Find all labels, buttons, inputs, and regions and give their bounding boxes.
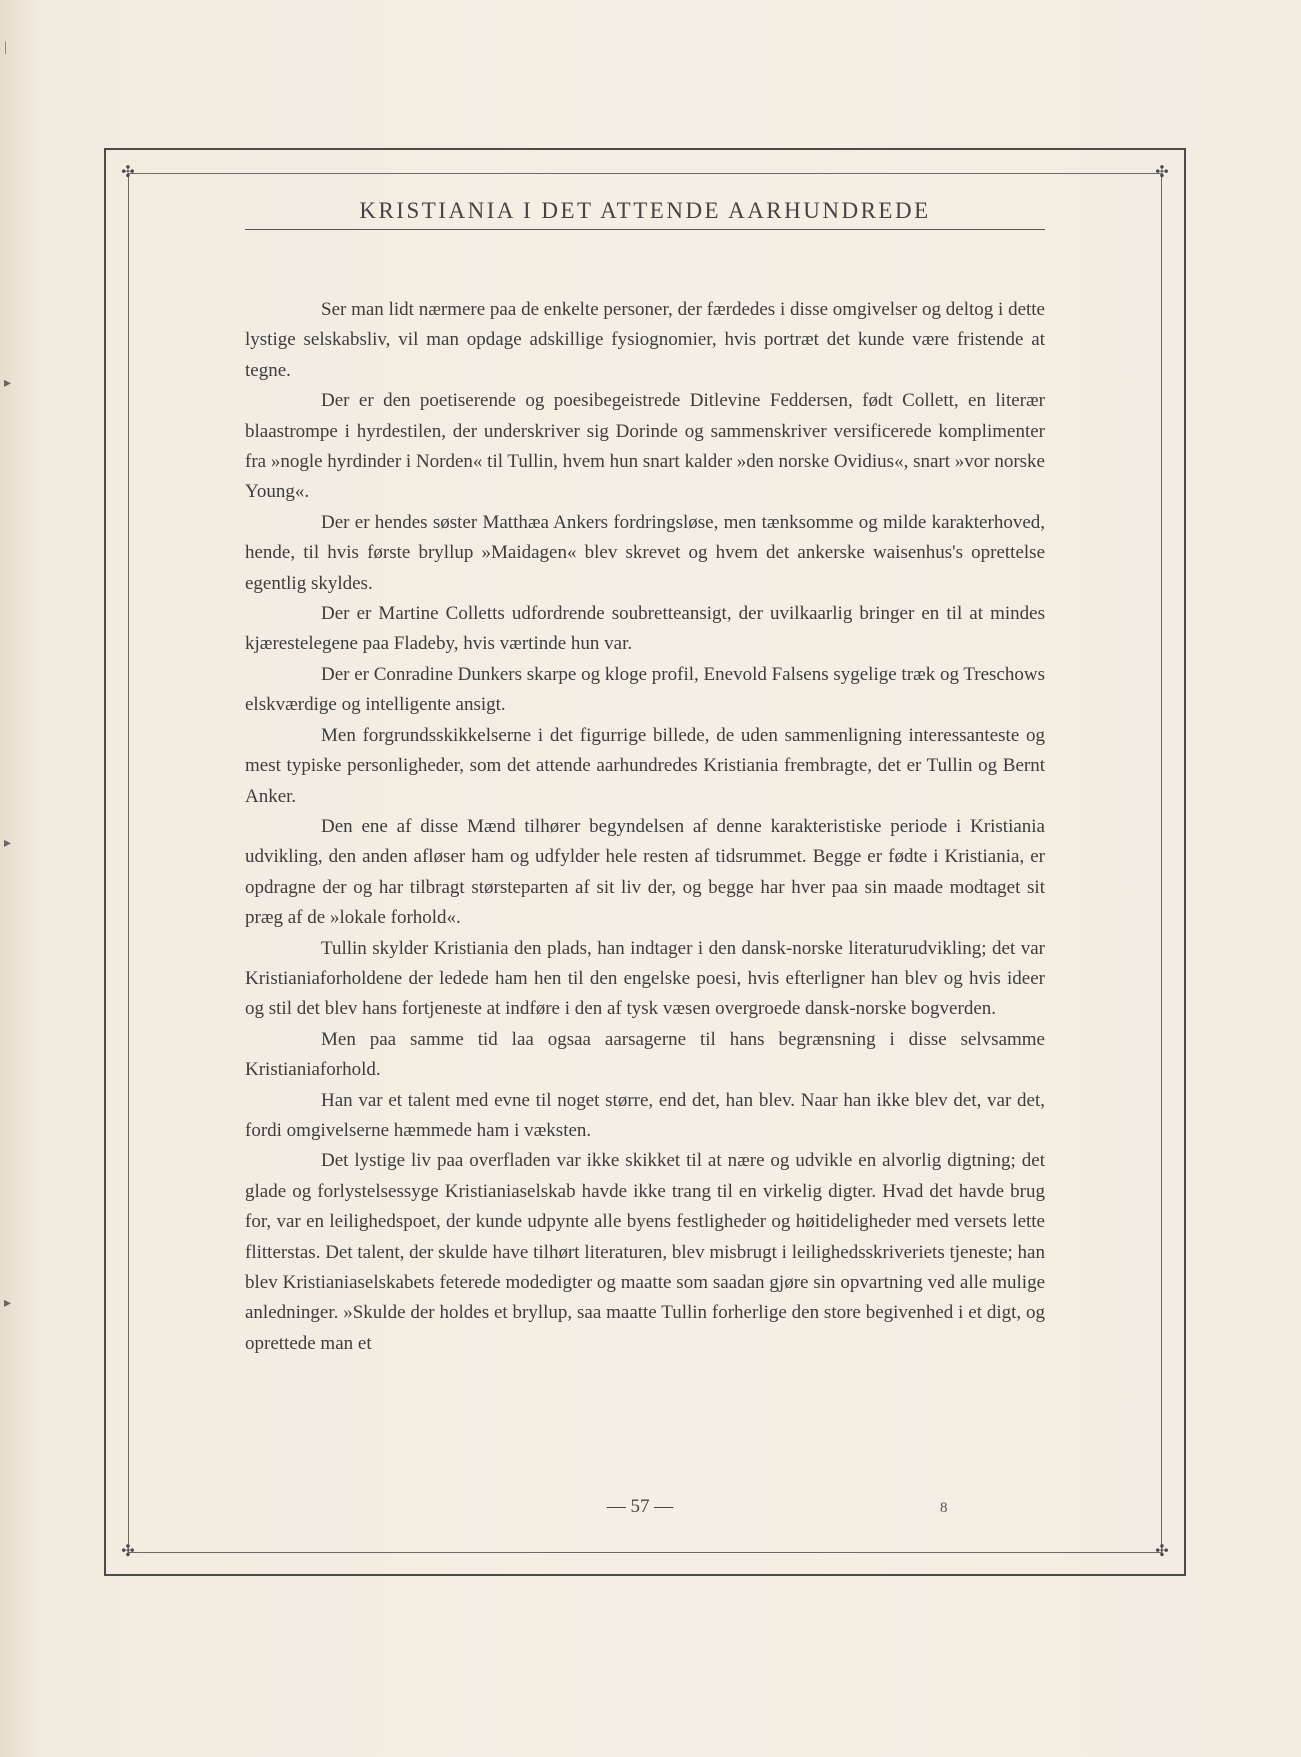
paragraph: Men paa samme tid laa ogsaa aarsagerne til hans begrænsning i disse selvsamme Kristianiaforhold.: [245, 1028, 1045, 1081]
corner-ornament-icon: ✣: [1155, 164, 1169, 181]
paragraph: Der er hendes søster Matthæa Ankers fordringsløse, men tænksomme og milde karakterhoved, hende, til hvis første bryllup »Maidagen« blev skrevet og hvem det ankerske waisenhus's oprettelse egentlig skyldes.: [245, 511, 1045, 594]
running-head: KRISTIANIA I DET ATTENDE AARHUNDREDE: [359, 198, 931, 223]
paragraph: Den ene af disse Mænd tilhører begyndelsen af denne karakteristiske periode i Kristiania udvikling, den anden afløser ham og udfylder hele resten af tidsrummet. Begge er fødte i Kristiania, er opdragne der og har tilbragt størsteparten af sit liv der, og begge har hver paa sin maade modtaget sit præg af de »lokale forhold«.: [245, 815, 1045, 929]
frame-bottom-rule: [128, 1552, 1162, 1553]
page-edge-mark: |: [4, 40, 7, 55]
frame-top-rule: [128, 173, 1162, 174]
page-edge-mark: ▸: [4, 1296, 12, 1311]
paragraph: Tullin skylder Kristiania den plads, han indtager i den dansk-norske literaturudvikling; det var Kristianiaforholdene der ledede ham hen til den engelske poesi, hvis efterligner han blev og hvis ideer og stil det blev hans fortjeneste at indføre i den af tysk væsen overgroede dansk-norske bogverden.: [245, 937, 1045, 1020]
paragraph: Ser man lidt nærmere paa de enkelte personer, der færdedes i disse omgivelser og deltog i dette lystige selskabsliv, vil man opdage adskillige fysiognomier, hvis portræt det kunde være fristende at tegne.: [245, 299, 1045, 381]
page-edge-mark: ▸: [4, 836, 12, 851]
body-text: [245, 295, 1045, 1359]
paragraph: Der er Conradine Dunkers skarpe og kloge profil, Enevold Falsens sygelige træk og Treschows elskværdige og intelligente ansigt.: [245, 663, 1045, 716]
page-edge-mark: ▸: [4, 376, 12, 391]
running-head-rule: [245, 229, 1045, 230]
page-number: — 57 —: [606, 1496, 674, 1517]
corner-ornament-icon: ✣: [1155, 1543, 1169, 1560]
paragraph: Det lystige liv paa overfladen var ikke skikket til at nære og udvikle en alvorlig digtning; det glade og forlystelsessyge Kristianiaselskab havde ikke trang til en virkelig digter. Hvad det havde brug for, var en leilighedspoet, der kunde udpynte alle byens festligheder og høitideligheder med versets lette flitterstas. Det talent, der skulde have tilhørt literaturen, blev misbrugt i leilighedsskriveriets tjeneste; han blev Kristianiaselskabets feterede modedigter og maatte som saadan gjøre sin opvartning ved alle mulige anledninger. »Skulde der holdes et bryllup, saa maatte Tullin forherlige den store begivenhed i et digt, og oprettede man et: [245, 1150, 1045, 1354]
signature-mark: 8: [940, 1500, 948, 1516]
paragraph: Men forgrundsskikkelserne i det figurrige billede, de uden sammenligning interessanteste og mest typiske personligheder, som det attende aarhundredes Kristiania frembragte, det er Tullin og Bernt Anker.: [245, 724, 1045, 807]
paragraph: Han var et talent med evne til noget større, end det, han blev. Naar han ikke blev det, var det, fordi omgivelserne hæmmede ham i væksten.: [245, 1089, 1045, 1141]
paragraph: Der er Martine Colletts udfordrende soubretteansigt, der uvilkaarlig bringer en til at mindes kjærestelegene paa Fladeby, hvis værtinde hun var.: [245, 603, 1045, 655]
paragraph: Der er den poetiserende og poesibegeistrede Ditlevine Feddersen, født Collett, en literær blaastrompe i hyrdestilen, der underskriver sig Dorinde og sammenskriver versificerede komplimenter fra »nogle hyrdinder i Norden« til Tullin, hvem hun snart kalder »den norske Ovidius«, snart »vor norske Young«.: [245, 390, 1045, 503]
corner-ornament-icon: ✣: [121, 164, 135, 181]
corner-ornament-icon: ✣: [121, 1543, 135, 1560]
